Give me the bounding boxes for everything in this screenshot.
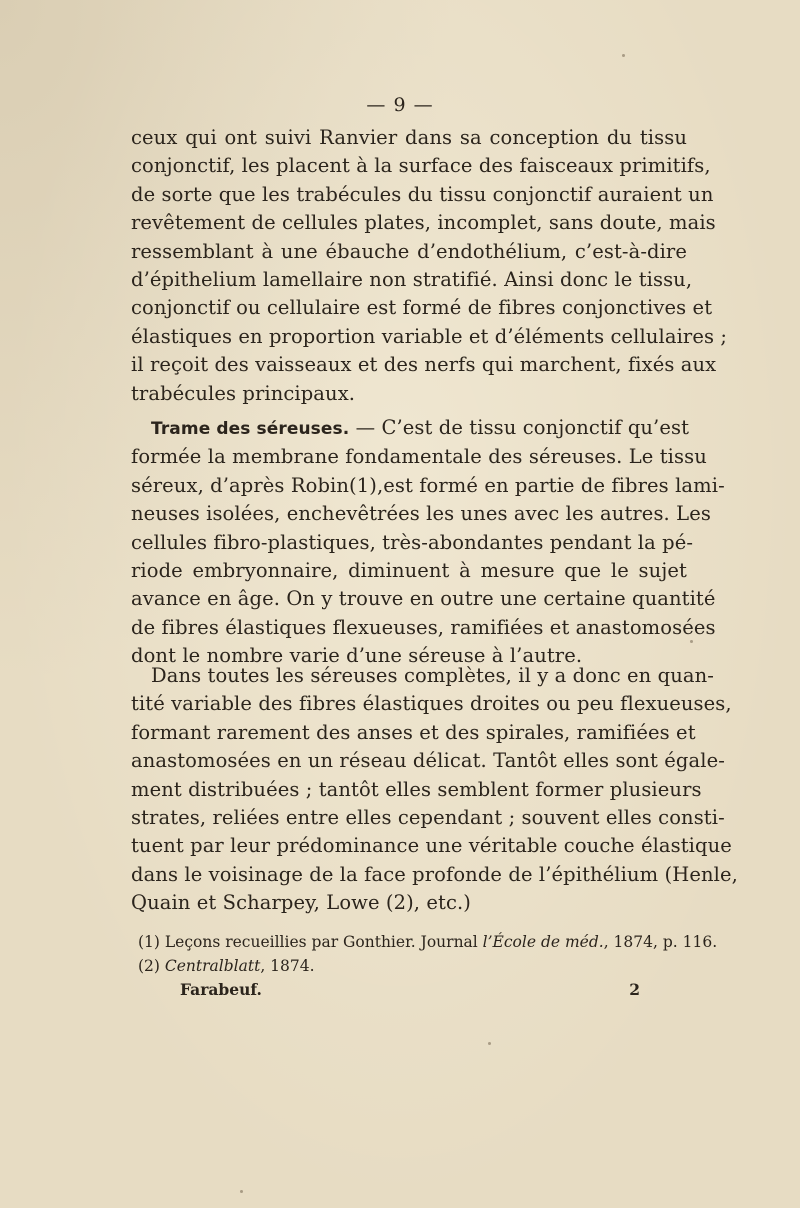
text-line: neuses isolées, enchevêtrées les unes avec les autres. Les	[131, 502, 711, 526]
text-line: conjonctif ou cellulaire est formé de fibres conjonctives et	[131, 296, 713, 320]
author-signature: Farabeuf.	[180, 980, 262, 999]
text-line: dans le voisinage de la face profonde de l’épithélium (Henle,	[131, 862, 738, 886]
footnote-1-suffix: , 1874, p. 116.	[603, 933, 718, 951]
paper-speck	[488, 1042, 491, 1045]
text-line: cellules fibro-plastiques, très-abondantes pendant la pé-	[131, 530, 694, 554]
signature-line	[180, 980, 640, 999]
footnote-1	[138, 930, 718, 954]
footnote-2-journal: Centralblatt	[164, 957, 261, 975]
text-line: riode embryonnaire, diminuent à mesure que le sujet	[131, 559, 687, 583]
paper-speck	[240, 1190, 243, 1193]
heading-line-rest: — C’est de tissu conjonctif qu’est	[349, 416, 690, 439]
text-line: trabécules principaux.	[131, 381, 356, 405]
section-heading: Trame des séreuses.	[151, 419, 350, 439]
text-line: de sorte que les trabécules du tissu conjonctif auraient un	[131, 182, 714, 206]
text-line: Quain et Scharpey, Lowe (2), etc.)	[131, 891, 472, 915]
text-line: il reçoit des vaisseaux et des nerfs qui marchent, fixés aux	[131, 353, 717, 377]
text-line: dont le nombre varie d’une séreuse à l’autre.	[131, 644, 583, 668]
page-number: — 9 —	[366, 94, 434, 116]
footnote-1-journal: l’École de méd.	[482, 933, 604, 951]
paragraph-serous-membranes	[131, 414, 725, 671]
text-line: strates, reliées entre elles cependant ; souvent elles consti-	[131, 806, 725, 830]
text-line: Dans toutes les séreuses complètes, il y a donc en quan-	[151, 664, 714, 687]
paragraph-connective-tissue	[131, 124, 728, 408]
text-line: d’épithelium lamellaire non stratifié. Ainsi donc le tissu,	[131, 268, 693, 292]
footnote-2-prefix: (2)	[138, 957, 165, 975]
paper-speck	[690, 640, 693, 643]
text-line: élastiques en proportion variable et d’éléments cellulaires ;	[131, 324, 728, 348]
footnote-2-suffix: , 1874.	[260, 957, 315, 975]
text-line: formant rarement des anses et des spirales, ramifiées et	[131, 720, 696, 744]
text-line-with-heading	[131, 414, 690, 443]
text-line: formée la membrane fondamentale des séreuses. Le tissu	[131, 445, 707, 469]
paper-speck	[622, 54, 625, 57]
text-line: ment distribuées ; tantôt elles semblent former plusieurs	[131, 777, 702, 801]
text-line: séreux, d’après Robin(1),est formé en partie de fibres lami-	[131, 473, 725, 497]
text-line: ressemblant à une ébauche d’endothélium, c’est-à-dire	[131, 239, 687, 263]
text-line: avance en âge. On y trouve en outre une certaine quantité	[131, 587, 716, 611]
text-line: revêtement de cellules plates, incomplet, sans doute, mais	[131, 211, 716, 235]
text-line: tité variable des fibres élastiques droites ou peu flexueuses,	[131, 692, 732, 716]
text-line: conjonctif, les placent à la surface des faisceaux primitifs,	[131, 154, 711, 178]
text-line: tuent par leur prédominance une véritable couche élastique	[131, 834, 732, 858]
sheet-number: 2	[629, 980, 640, 999]
footnotes	[138, 930, 718, 978]
text-line: de fibres élastiques flexueuses, ramifiées et anastomosées	[131, 615, 716, 639]
footnote-2	[138, 954, 698, 978]
paragraph-elastic-fibres	[131, 662, 738, 918]
text-line: ceux qui ont suivi Ranvier dans sa conception du tissu	[131, 126, 687, 149]
text-line: anastomosées en un réseau délicat. Tantôt elles sont égale-	[131, 749, 725, 773]
footnote-1-prefix: (1) Leçons recueillies par Gonthier. Journal	[138, 933, 483, 951]
